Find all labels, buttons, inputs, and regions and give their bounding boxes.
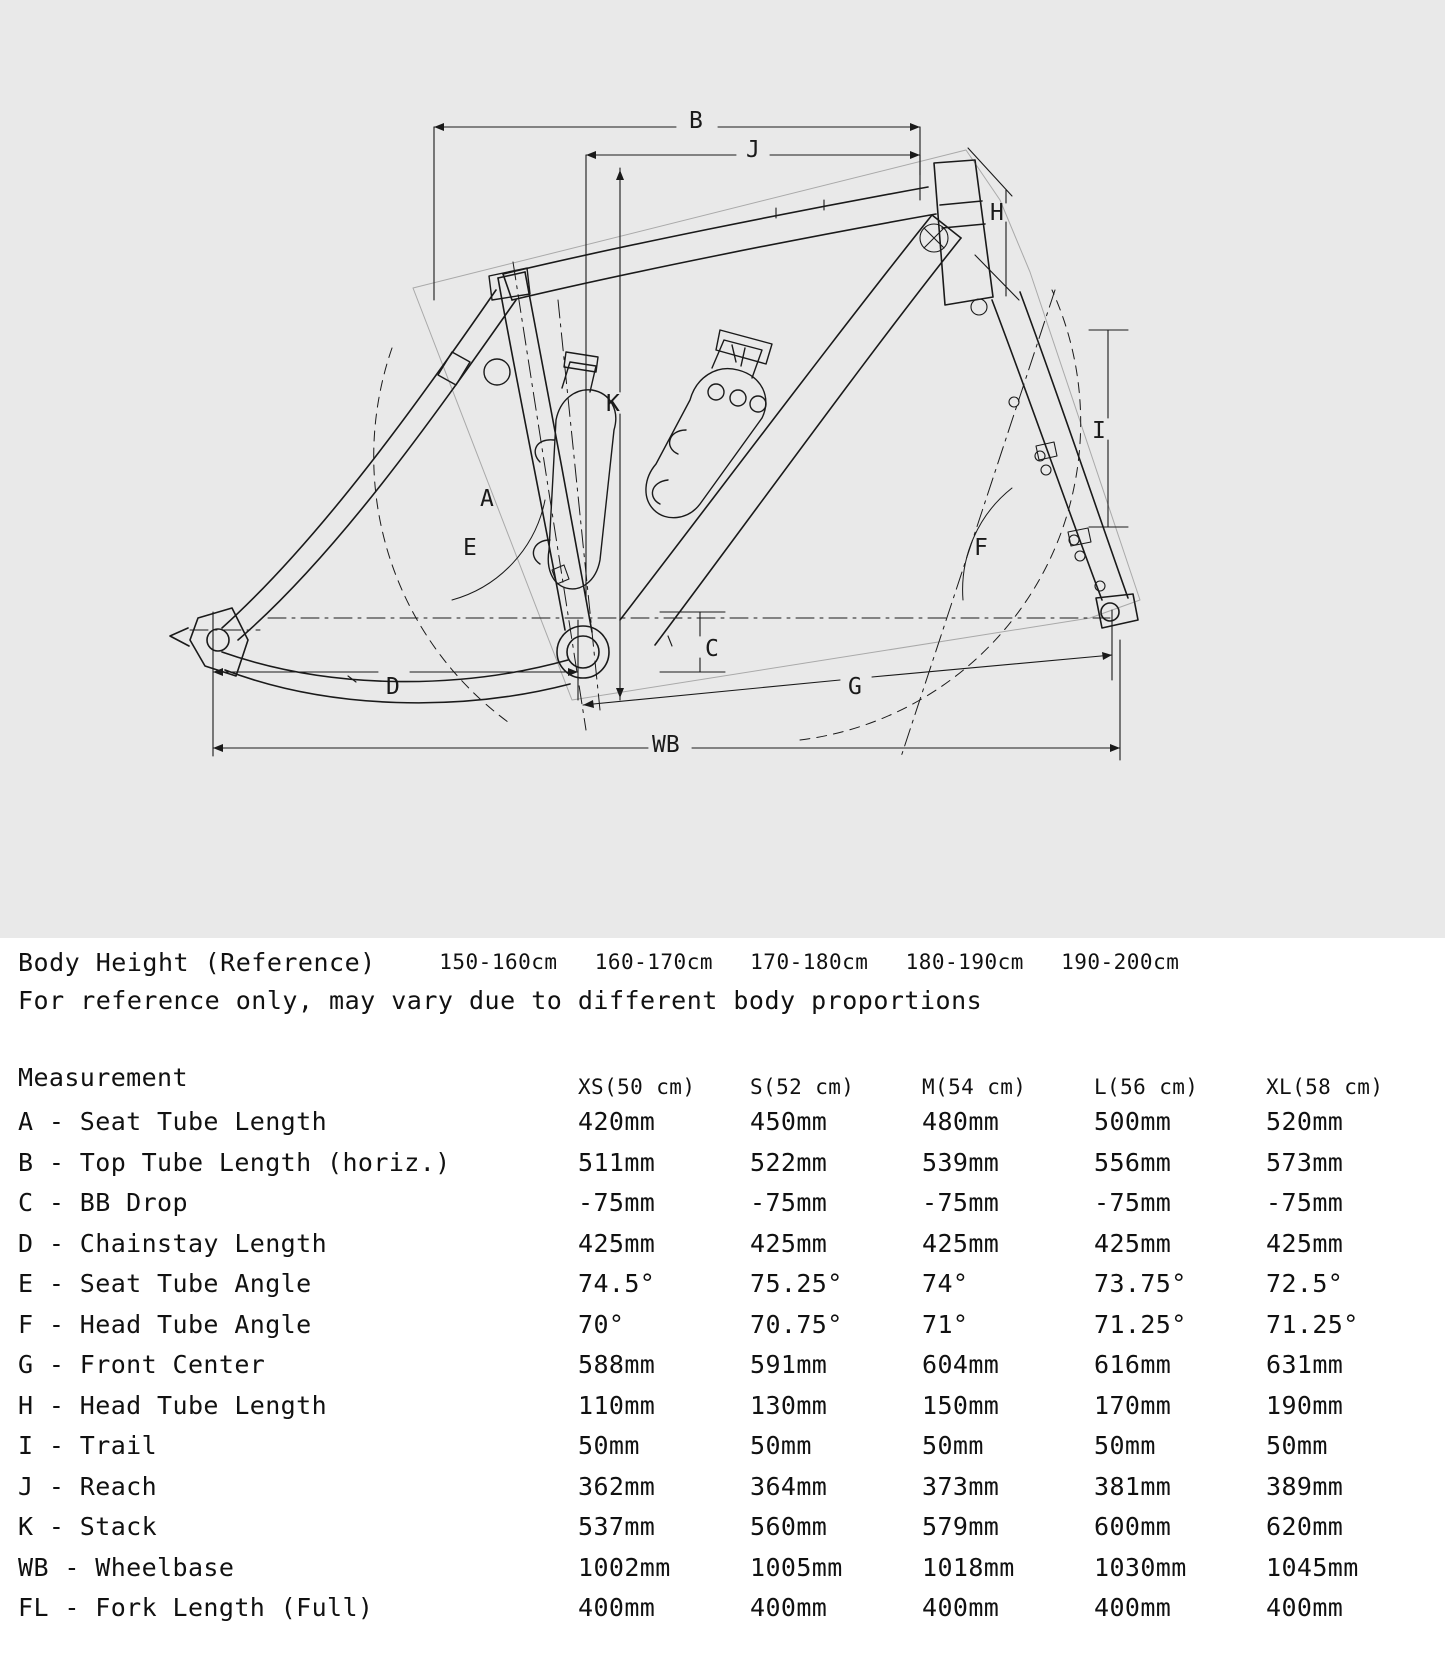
measurement-value: 400mm bbox=[922, 1593, 1000, 1622]
measurement-value: 73.75° bbox=[1094, 1269, 1187, 1298]
measurement-value: 520mm bbox=[1266, 1107, 1344, 1136]
measurement-value: 400mm bbox=[578, 1593, 656, 1622]
body-height-row bbox=[18, 948, 1428, 977]
measurement-value: 71.25° bbox=[1094, 1309, 1187, 1339]
measurement-value: -75mm bbox=[750, 1188, 828, 1217]
table-row bbox=[18, 1507, 1438, 1548]
measurement-value: 389mm bbox=[1266, 1471, 1344, 1501]
measurement-value: 70° bbox=[578, 1309, 625, 1339]
measurement-value: 400mm bbox=[1094, 1593, 1172, 1622]
measurement-value: 539mm bbox=[922, 1147, 1000, 1177]
measurement-value: 579mm bbox=[922, 1512, 1000, 1541]
measurement-value: 425mm bbox=[578, 1228, 656, 1258]
measurement-label: D - Chainstay Length bbox=[18, 1228, 328, 1258]
measurement-value: 1005mm bbox=[750, 1552, 843, 1582]
measurement-value: 425mm bbox=[1266, 1228, 1344, 1258]
measurement-value: 1045mm bbox=[1266, 1552, 1359, 1582]
table-row bbox=[18, 1264, 1438, 1305]
dimension-labels bbox=[386, 108, 1106, 758]
table-row bbox=[18, 1143, 1438, 1184]
measurement-value: 190mm bbox=[1266, 1390, 1344, 1420]
label-F: F bbox=[974, 535, 988, 561]
label-D: D bbox=[386, 674, 400, 700]
measurement-value: 1018mm bbox=[922, 1552, 1015, 1582]
measurement-value: 425mm bbox=[1094, 1228, 1172, 1258]
measurement-value: 1002mm bbox=[578, 1552, 671, 1582]
measurement-value: 588mm bbox=[578, 1350, 656, 1379]
measurement-value: 631mm bbox=[1266, 1350, 1344, 1379]
seat-tube bbox=[498, 272, 592, 632]
measurement-value: 130mm bbox=[750, 1390, 828, 1420]
measurement-value: 537mm bbox=[578, 1512, 656, 1541]
label-WB: WB bbox=[652, 732, 680, 758]
measurement-value: 573mm bbox=[1266, 1147, 1344, 1177]
measurement-label: I - Trail bbox=[18, 1431, 158, 1460]
measurement-value: 170mm bbox=[1094, 1390, 1172, 1420]
body-height-value: 190-200cm bbox=[1061, 950, 1180, 974]
column-header-s: S(52 cm) bbox=[750, 1075, 855, 1099]
table-row bbox=[18, 1548, 1438, 1589]
measurement-label: WB - Wheelbase bbox=[18, 1552, 235, 1582]
measurement-label: C - BB Drop bbox=[18, 1188, 188, 1217]
body-height-value: 150-160cm bbox=[439, 950, 558, 974]
measurement-value: 480mm bbox=[922, 1107, 1000, 1136]
measurement-value: 616mm bbox=[1094, 1350, 1172, 1379]
measurement-value: 110mm bbox=[578, 1390, 656, 1420]
measurement-value: -75mm bbox=[922, 1188, 1000, 1217]
body-height-value: 180-190cm bbox=[905, 950, 1024, 974]
body-height-value: 160-170cm bbox=[594, 950, 713, 974]
measurement-value: 511mm bbox=[578, 1147, 656, 1177]
measurement-label: E - Seat Tube Angle bbox=[18, 1269, 312, 1298]
column-header-xs: XS(50 cm) bbox=[578, 1075, 696, 1099]
measurement-value: -75mm bbox=[1094, 1188, 1172, 1217]
label-H: H bbox=[990, 200, 1004, 226]
measurement-value: 560mm bbox=[750, 1512, 828, 1541]
disclaimer-text: For reference only, may vary due to different body proportions bbox=[18, 986, 983, 1015]
label-I: I bbox=[1092, 418, 1106, 444]
measurement-value: 556mm bbox=[1094, 1147, 1172, 1177]
measurement-value: 1030mm bbox=[1094, 1552, 1187, 1582]
label-K: K bbox=[606, 391, 620, 417]
table-row bbox=[18, 1102, 1438, 1143]
seat-clamp bbox=[438, 268, 530, 385]
measurement-value: 71° bbox=[922, 1309, 969, 1339]
measurement-value: 400mm bbox=[750, 1593, 828, 1622]
measurement-value: 600mm bbox=[1094, 1512, 1172, 1541]
measurement-value: -75mm bbox=[578, 1188, 656, 1217]
down-tube bbox=[620, 215, 961, 645]
measurement-value: 72.5° bbox=[1266, 1269, 1344, 1298]
measurement-value: 50mm bbox=[922, 1431, 984, 1460]
measurement-value: 70.75° bbox=[750, 1309, 843, 1339]
measurement-label: FL - Fork Length (Full) bbox=[18, 1593, 374, 1622]
measurement-label: A - Seat Tube Length bbox=[18, 1107, 328, 1136]
measurement-value: 400mm bbox=[1266, 1593, 1344, 1622]
measurement-value: 71.25° bbox=[1266, 1309, 1359, 1339]
measurement-value: 50mm bbox=[1266, 1431, 1328, 1460]
measurement-value: 425mm bbox=[922, 1228, 1000, 1258]
column-header-m: M(54 cm) bbox=[922, 1075, 1027, 1099]
measurement-label: B - Top Tube Length (horiz.) bbox=[18, 1147, 451, 1177]
seatstay bbox=[222, 290, 516, 640]
measurement-value: 450mm bbox=[750, 1107, 828, 1136]
table-row bbox=[18, 1224, 1438, 1265]
head-tube bbox=[934, 160, 993, 305]
table-row bbox=[18, 1467, 1438, 1508]
column-header-xl: XL(58 cm) bbox=[1266, 1075, 1384, 1099]
body-height-values bbox=[439, 950, 1179, 974]
measurement-value: 150mm bbox=[922, 1390, 1000, 1420]
rear-dropout bbox=[170, 608, 248, 676]
table-row bbox=[18, 1588, 1438, 1629]
measurement-value: 381mm bbox=[1094, 1471, 1172, 1501]
measurement-value: 500mm bbox=[1094, 1107, 1172, 1136]
measurement-label: H - Head Tube Length bbox=[18, 1390, 328, 1420]
fork bbox=[992, 292, 1138, 628]
measurement-value: 50mm bbox=[750, 1431, 812, 1460]
table-row bbox=[18, 1386, 1438, 1427]
measurement-value: -75mm bbox=[1266, 1188, 1344, 1217]
label-B: B bbox=[689, 108, 703, 134]
bottom-bracket bbox=[557, 626, 609, 678]
top-tube bbox=[503, 187, 936, 300]
geometry-spec-section bbox=[0, 938, 1445, 1654]
measurement-value: 420mm bbox=[578, 1107, 656, 1136]
label-E: E bbox=[463, 535, 477, 561]
measurement-value: 74° bbox=[922, 1269, 969, 1298]
label-J: J bbox=[746, 137, 760, 163]
table-row bbox=[18, 1345, 1438, 1386]
bottle-cage-down-tube bbox=[646, 330, 772, 518]
body-height-label: Body Height (Reference) bbox=[18, 948, 376, 977]
measurement-value: 50mm bbox=[578, 1431, 640, 1460]
measurement-label: K - Stack bbox=[18, 1512, 158, 1541]
table-header-row bbox=[18, 1058, 1438, 1102]
measurement-value: 364mm bbox=[750, 1471, 828, 1501]
measurement-value: 50mm bbox=[1094, 1431, 1156, 1460]
measurement-value: 74.5° bbox=[578, 1269, 656, 1298]
table-row bbox=[18, 1183, 1438, 1224]
measurement-value: 75.25° bbox=[750, 1269, 843, 1298]
measurement-label: F - Head Tube Angle bbox=[18, 1309, 312, 1339]
label-A: A bbox=[480, 486, 494, 512]
label-G: G bbox=[848, 674, 862, 700]
measurement-value: 373mm bbox=[922, 1471, 1000, 1501]
measurement-value: 522mm bbox=[750, 1147, 828, 1177]
column-header-l: L(56 cm) bbox=[1094, 1075, 1199, 1099]
measurement-value: 425mm bbox=[750, 1228, 828, 1258]
measurement-value: 604mm bbox=[922, 1350, 1000, 1379]
measurement-label: G - Front Center bbox=[18, 1350, 266, 1379]
measurement-value: 620mm bbox=[1266, 1512, 1344, 1541]
measurement-label: J - Reach bbox=[18, 1471, 158, 1501]
table-row bbox=[18, 1305, 1438, 1346]
measurement-value: 362mm bbox=[578, 1471, 656, 1501]
body-height-value: 170-180cm bbox=[750, 950, 869, 974]
measurement-value: 591mm bbox=[750, 1350, 828, 1379]
column-header-measurement: Measurement bbox=[18, 1063, 188, 1092]
table-row bbox=[18, 1426, 1438, 1467]
construction-lines bbox=[190, 262, 1110, 760]
geometry-table bbox=[18, 1058, 1438, 1629]
label-C: C bbox=[705, 636, 719, 662]
angle-arcs bbox=[452, 488, 1012, 600]
